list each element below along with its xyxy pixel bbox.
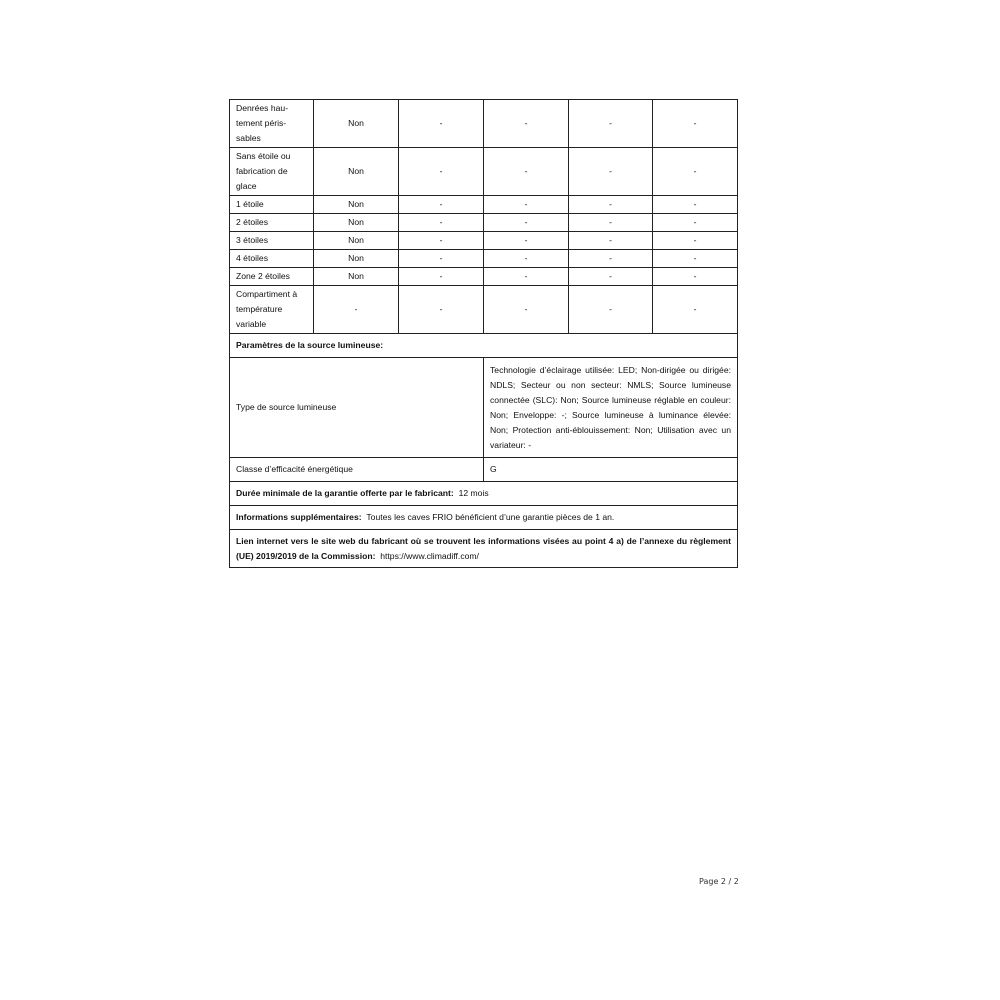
- table-row: [230, 458, 738, 482]
- compartment-name: 4 étoiles: [230, 250, 314, 268]
- manufacturer-link[interactable]: https://www.climadiff.com/: [380, 550, 479, 561]
- cell-value: -: [653, 250, 738, 268]
- cell-value: -: [569, 232, 653, 250]
- compartment-name: Sans étoile ou fabrication de glace: [230, 148, 314, 196]
- table-row: [230, 506, 738, 530]
- compartment-name: Zone 2 étoiles: [230, 268, 314, 286]
- table-row: [230, 100, 738, 148]
- cell-value: -: [314, 286, 399, 334]
- cell-value: -: [484, 214, 569, 232]
- table-row: [230, 482, 738, 506]
- cell-value: -: [399, 250, 484, 268]
- light-source-header: Paramètres de la source lumineuse:: [230, 334, 738, 358]
- cell-value: -: [399, 100, 484, 148]
- guarantee-value: 12 mois: [458, 488, 489, 498]
- cell-value: -: [653, 214, 738, 232]
- light-source-type-label: Type de source lumineuse: [230, 358, 484, 458]
- table-row: [230, 286, 738, 334]
- cell-value: -: [653, 148, 738, 196]
- cell-value: Non: [314, 232, 399, 250]
- cell-value: -: [399, 214, 484, 232]
- additional-info-value: Toutes les caves FRIO bénéficient d’une garantie pièces de 1 an.: [366, 512, 615, 522]
- light-source-section: [230, 334, 738, 568]
- cell-value: Non: [314, 148, 399, 196]
- cell-value: -: [569, 196, 653, 214]
- table-row: [230, 250, 738, 268]
- cell-value: -: [484, 250, 569, 268]
- cell-value: -: [653, 268, 738, 286]
- cell-value: -: [653, 100, 738, 148]
- cell-value: -: [484, 286, 569, 334]
- compartment-name: Compartiment à température variable: [230, 286, 314, 334]
- additional-info-cell: [230, 506, 738, 530]
- cell-value: -: [653, 196, 738, 214]
- cell-value: -: [569, 148, 653, 196]
- cell-value: Non: [314, 100, 399, 148]
- compartment-name: 2 étoiles: [230, 214, 314, 232]
- cell-value: Non: [314, 268, 399, 286]
- link-label: Lien internet vers le site web du fabricant où se trouvent les informations visées au point 4 a) de l’annexe du règlement (UE) 2019/2019 de la Commission:: [236, 535, 731, 561]
- cell-value: -: [399, 286, 484, 334]
- cell-value: -: [569, 250, 653, 268]
- table-row: [230, 358, 738, 458]
- page-number: Page 2 / 2: [699, 877, 739, 886]
- section-header-row: [230, 334, 738, 358]
- product-info-table: [229, 99, 738, 568]
- cell-value: -: [569, 286, 653, 334]
- compartment-name: 1 étoile: [230, 196, 314, 214]
- compartment-name: 3 étoiles: [230, 232, 314, 250]
- cell-value: -: [399, 148, 484, 196]
- table-row: [230, 232, 738, 250]
- energy-class-value: G: [484, 458, 738, 482]
- cell-value: -: [569, 268, 653, 286]
- cell-value: -: [484, 100, 569, 148]
- cell-value: -: [484, 268, 569, 286]
- cell-value: -: [484, 148, 569, 196]
- cell-value: Non: [314, 196, 399, 214]
- table-row: [230, 196, 738, 214]
- additional-info-label: Informations supplémentaires:: [236, 512, 362, 522]
- table-row: [230, 268, 738, 286]
- guarantee-label: Durée minimale de la garantie offerte par le fabricant:: [236, 488, 454, 498]
- table-row: [230, 148, 738, 196]
- light-source-type-value: Technologie d’éclairage utilisée: LED; Non-dirigée ou dirigée: NDLS; Secteur ou non secteur: NMLS; Source lumineuse connectée (SLC): Non; Source lumineuse réglable en couleur: Non; Enveloppe: -; Source lumineuse à luminance élevée: Non; Protection anti-éblouissement: Non; Utilisation avec un variateur: -: [484, 358, 738, 458]
- cell-value: -: [399, 196, 484, 214]
- energy-class-label: Classe d’efficacité énergétique: [230, 458, 484, 482]
- compartment-rows: [230, 100, 738, 334]
- cell-value: -: [399, 232, 484, 250]
- table-row: [230, 530, 738, 568]
- cell-value: -: [484, 196, 569, 214]
- guarantee-cell: [230, 482, 738, 506]
- cell-value: -: [653, 286, 738, 334]
- cell-value: Non: [314, 214, 399, 232]
- compartment-name: Denrées hau-tement péris-sables: [230, 100, 314, 148]
- cell-value: -: [569, 100, 653, 148]
- cell-value: -: [569, 214, 653, 232]
- cell-value: -: [484, 232, 569, 250]
- table-row: [230, 214, 738, 232]
- link-cell: [230, 530, 738, 568]
- cell-value: Non: [314, 250, 399, 268]
- cell-value: -: [399, 268, 484, 286]
- cell-value: -: [653, 232, 738, 250]
